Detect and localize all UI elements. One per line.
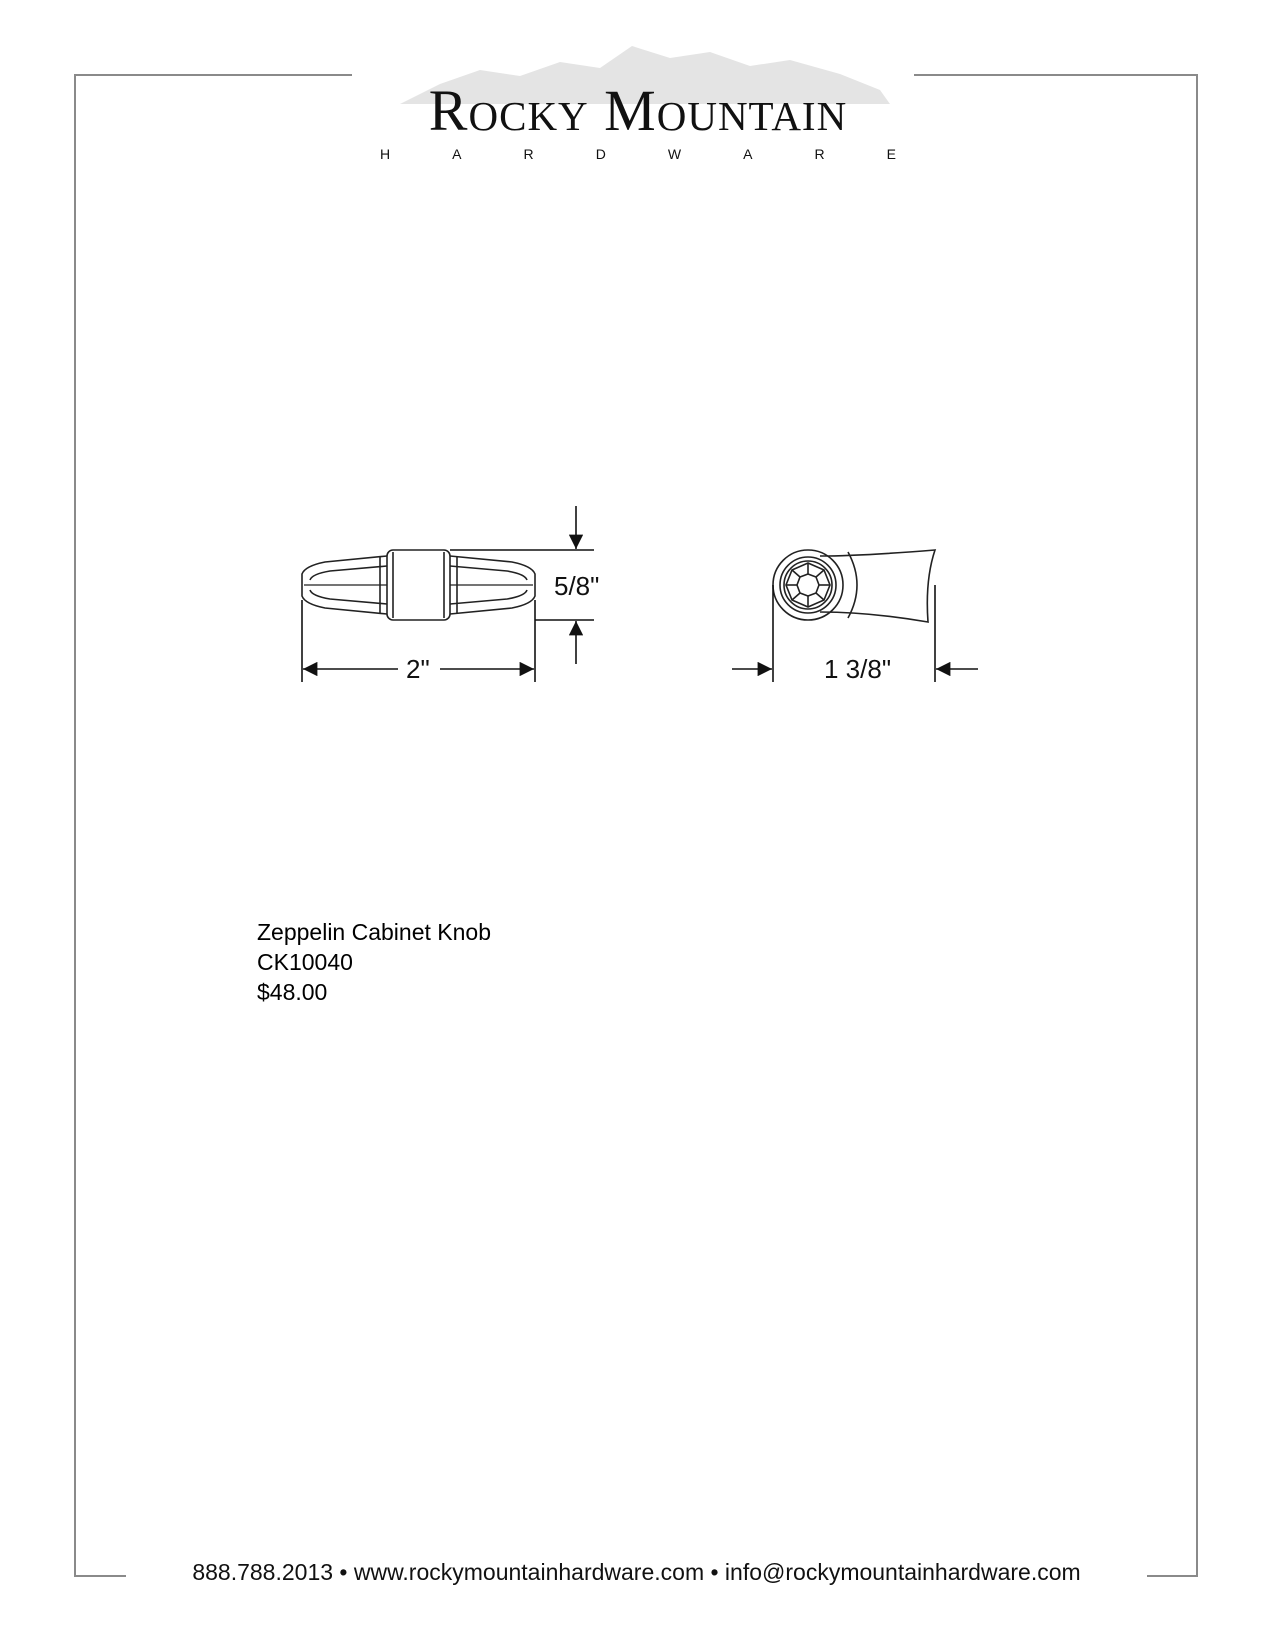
product-name: Zeppelin Cabinet Knob <box>257 919 491 945</box>
brand-name: Rocky Mountain <box>428 78 848 143</box>
brand-subtitle-letter: D <box>595 146 606 162</box>
footer-contact: 888.788.2013 • www.rockymountainhardware.com • info@rockymountainhardware.com <box>192 1559 1081 1585</box>
knob-end-view <box>773 550 935 622</box>
brand-subtitle-letter: A <box>452 146 462 162</box>
knob-side-view <box>302 550 535 620</box>
product-sku: CK10040 <box>257 949 353 975</box>
product-price: $48.00 <box>257 979 328 1005</box>
brand-subtitle-letter: R <box>814 146 825 162</box>
brand-subtitle-letter: R <box>523 146 534 162</box>
brand-subtitle-letter: H <box>380 146 391 162</box>
height-label: 5/8" <box>554 571 600 601</box>
brand-subtitle-letter: A <box>743 146 753 162</box>
product-info <box>257 917 491 1007</box>
projection-label: 1 3/8" <box>824 654 892 684</box>
length-label: 2" <box>406 654 430 684</box>
brand-subtitle-letter: W <box>667 146 682 162</box>
brand-subtitle-letter: E <box>886 146 896 162</box>
